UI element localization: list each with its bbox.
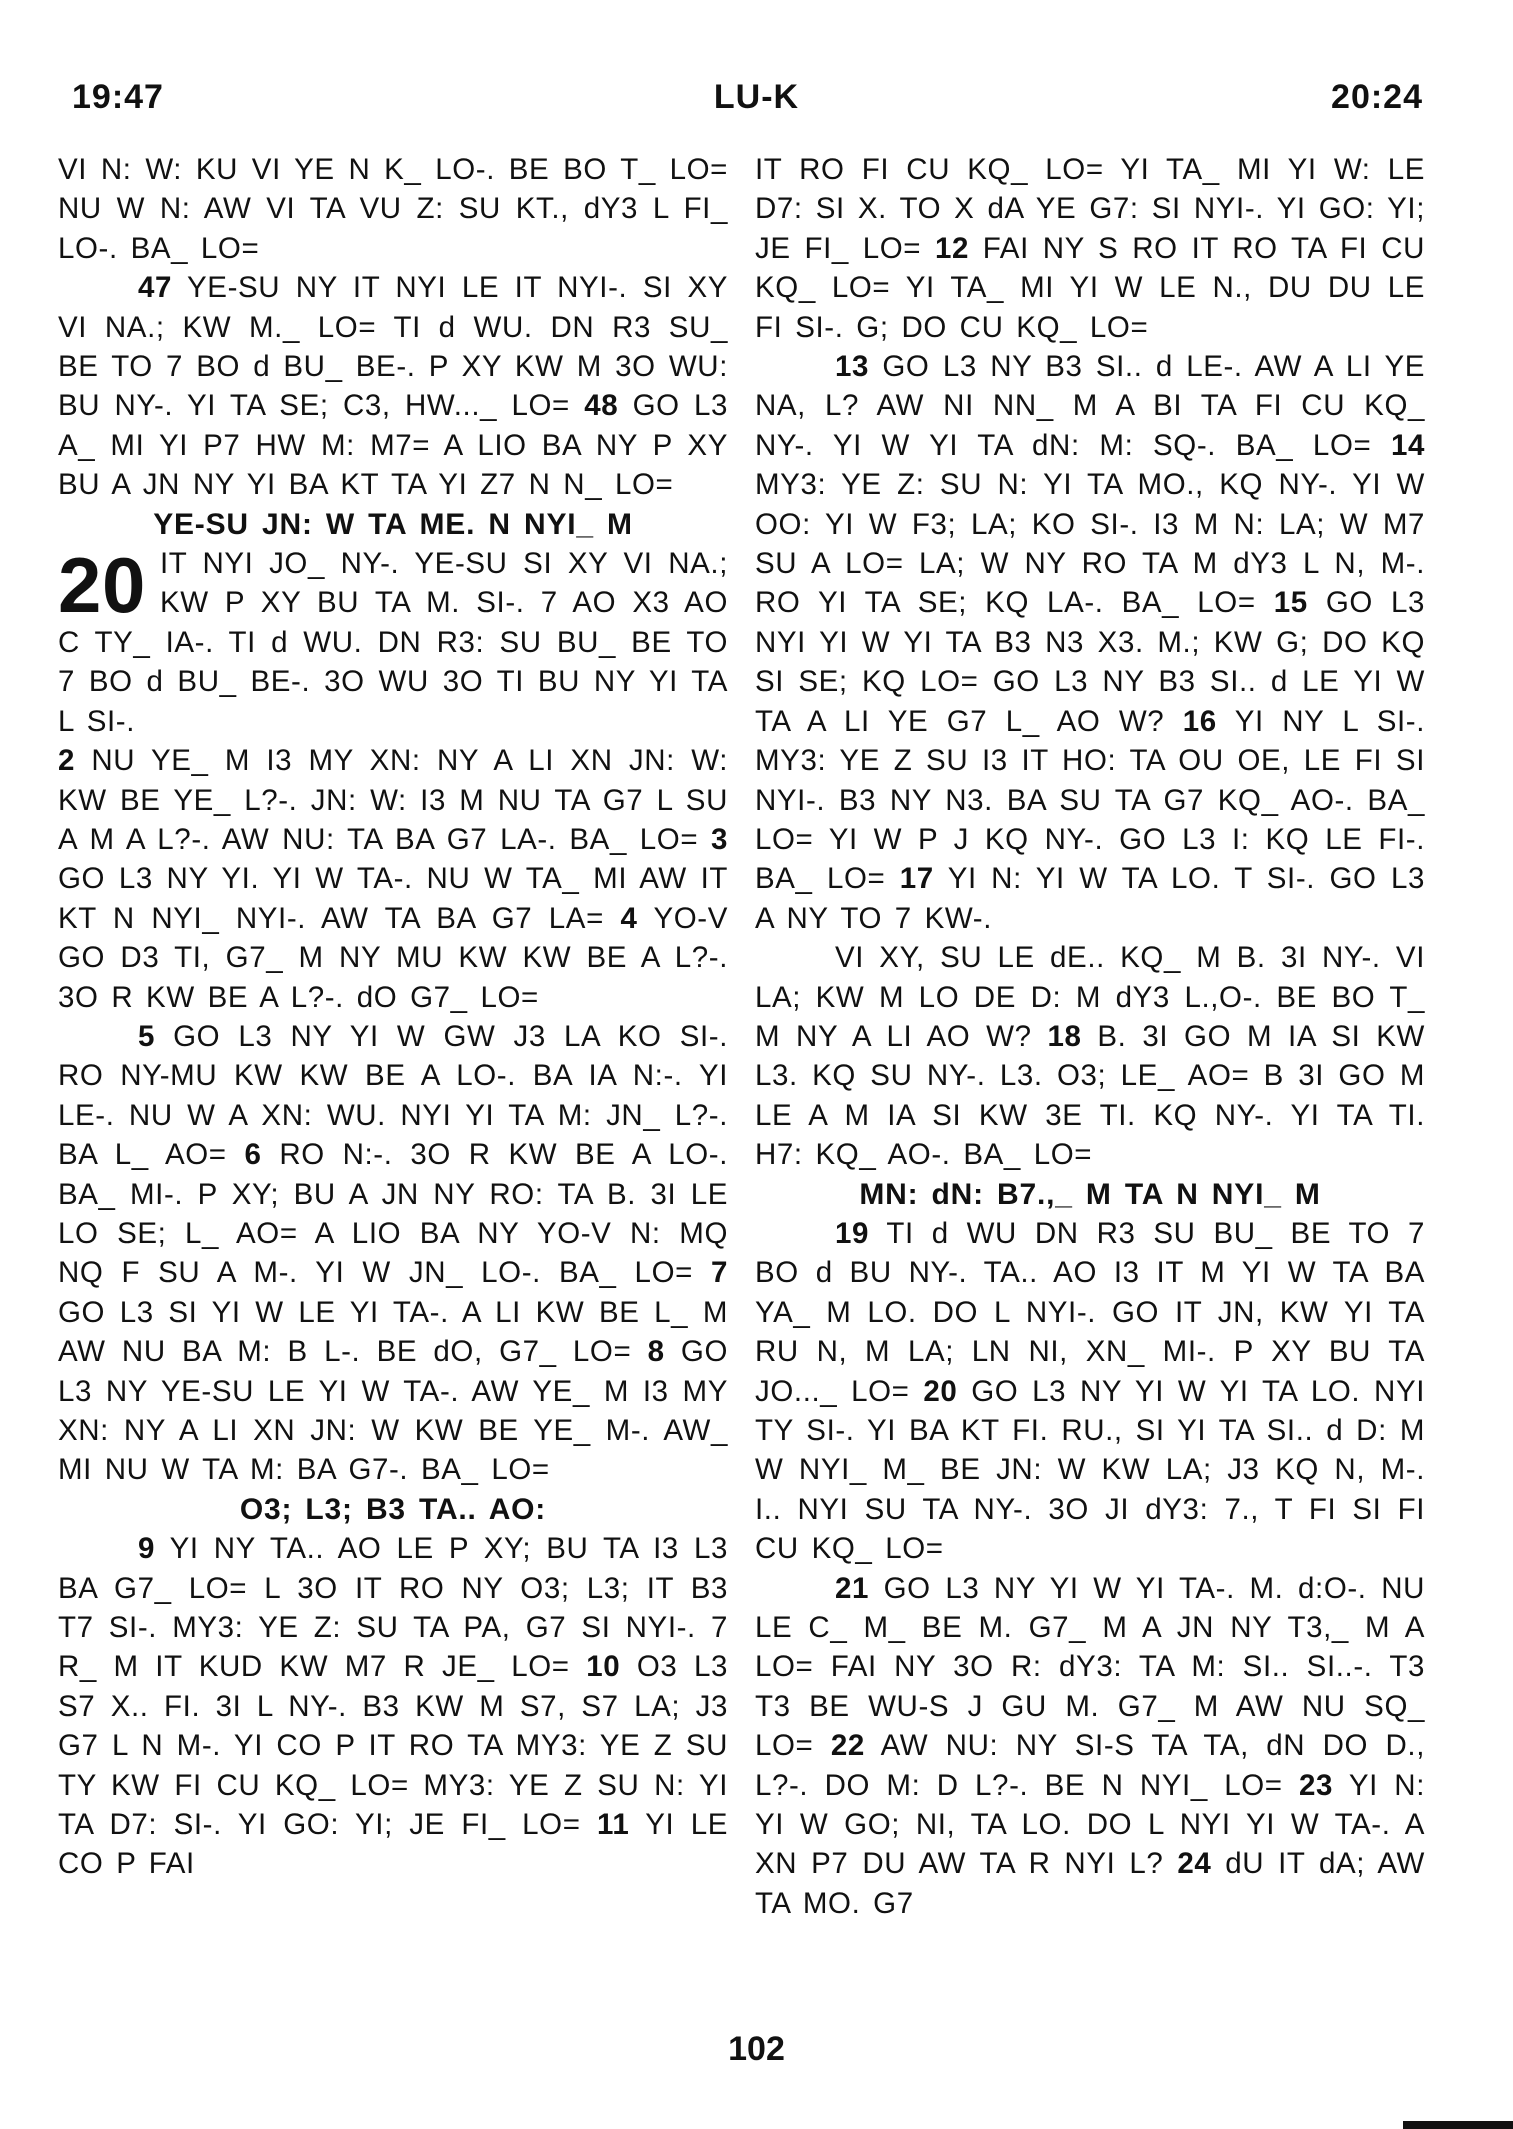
verse-number: 15 [1273, 586, 1308, 620]
verse-number: 19 [835, 1216, 870, 1250]
paragraph [755, 938, 1425, 1174]
verse-text: YI N: YI W TA LO. T SI-. GO L3 A NY TO 7 KW-. [755, 862, 1426, 935]
verse-number: 23 [1298, 1768, 1333, 1802]
verse-text: RO N:-. 3O R KW BE A LO-. BA_ MI-. P XY; BU A JN NY RO: TA B. 3I LE LO SE; L_ AO= A LIO BA NY YO-V N: MQ NQ F SU A M-. YI W JN_ LO-. BA_ LO= [58, 1138, 729, 1290]
verse-number: 6 [244, 1138, 262, 1172]
verse-text: YO-V GO D3 TI, G7_ M NY MU KW KW BE A L?-. 3O R KW BE A L?-. dO G7_ LO= [58, 901, 729, 1014]
verse-text: B. 3I GO M IA SI KW L3. KQ SU NY-. L3. O3; LE_ AO= B 3I GO M LE A M IA SI KW 3E TI. KQ NY-. YI TA TI. H7: KQ_ AO-. BA_ LO= [755, 1019, 1425, 1172]
verse-text: VI XY, SU LE dE.. KQ_ M B. 3I NY-. VI LA; KW M LO DE D: M dY3 L.,O-. BE BO T_ M NY A LI AO W? [755, 941, 1425, 1053]
section-heading: MN: dN: B7.,_ M TA N NYI_ M [859, 1177, 1321, 1211]
paragraph [58, 741, 728, 1017]
verse-text: FAI NY S RO IT RO TA FI CU KQ_ LO= YI TA_ MI YI W LE N., DU DU LE FI SI-. G; DO CU KQ_ LO= [755, 231, 1425, 344]
verse-number: 21 [835, 1571, 870, 1605]
verse-text: GO L3 SI YI W LE YI TA-. A LI KW BE L_ M AW NU BA M: B L-. BE dO, G7_ LO= [58, 1295, 728, 1369]
paragraph [755, 1569, 1425, 1924]
header-book-title: LU-K [713, 78, 800, 116]
verse-text: GO L3 NYI YI W YI TA B3 N3 X3. M.; KW G; DO KQ SI SE; KQ LO= GO L3 NY B3 SI.. d LE YI W TA A LI YE G7 L_ AO W? [755, 586, 1426, 738]
verse-number: 2 [58, 744, 76, 778]
verse-text: MY3: YE Z: SU N: YI TA MO., KQ NY-. YI W OO: YI W F3; LA; KO SI-. I3 M N: LA; W M7 SU A LO= LA; W NY RO TA M dY3 L N, M-. RO YI TA SE; KQ LA-. BA_ LO= [755, 468, 1425, 620]
chapter-number: 20 [58, 541, 146, 630]
verse-text: YE-SU NY IT NYI LE IT NYI-. SI XY VI NA.; KW M._ LO= TI d WU. DN R3 SU_ BE TO 7 BO d BU_ BE-. P XY KW M 3O WU: BU NY-. YI TA SE; C3, HW..._ LO= [58, 271, 728, 423]
right-column [755, 150, 1425, 1923]
verse-number: 12 [934, 231, 969, 265]
verse-number: 48 [584, 389, 619, 423]
verse-number: 17 [899, 862, 934, 896]
verse-number: 8 [647, 1335, 665, 1369]
paragraph-text: IT NYI JO_ NY-. YE-SU SI XY VI NA.; KW P XY BU TA M. SI-. 7 AO X3 AO C TY_ IA-. TI d WU. DN R3: SU BU_ BE TO 7 BO d BU_ BE-. 3O WU 3O TI BU NY YI TA L SI-. [58, 547, 728, 738]
verse-number: 24 [1177, 1847, 1212, 1881]
verse-number: 16 [1182, 704, 1217, 738]
verse-number: 47 [138, 271, 173, 305]
verse-number: 3 [710, 822, 728, 856]
verse-text: GO L3 A_ MI YI P7 HW M: M7= A LIO BA NY P XY BU A JN NY YI BA KT TA YI Z7 N N_ LO= [58, 389, 729, 502]
paragraph: VI N: W: KU VI YE N K_ LO-. BE BO T_ LO= NU W N: AW VI TA VU Z: SU KT., dY3 L FI_ LO-. BA_ LO= [58, 153, 728, 265]
verse-text: YI NY L SI-. MY3: YE Z SU I3 IT HO: TA OU OE, LE FI SI NYI-. B3 NY N3. BA SU TA G7 KQ_ AO-. BA_ LO= YI W P J KQ NY-. GO L3 I: KQ LE FI-. BA_ LO= [755, 704, 1426, 896]
paragraph [58, 1017, 728, 1490]
paragraph [58, 1529, 728, 1884]
section-heading: YE-SU JN: W TA ME. N NYI_ M [153, 507, 633, 541]
verse-number: 18 [1047, 1019, 1082, 1053]
paragraph [755, 347, 1425, 938]
verse-text: GO L3 NY YE-SU LE YI W TA-. AW YE_ M I3 MY XN: NY A LI XN JN: W KW BE YE_ M-. AW_ MI NU W TA M: BA G7-. BA_ LO= [58, 1335, 728, 1487]
verse-number: 9 [138, 1532, 156, 1566]
verse-text: TI d WU DN R3 SU BU_ BE TO 7 BO d BU NY-. TA.. AO I3 IT M YI W TA BA YA_ M LO. DO L NYI-. GO IT JN, KW YI TA RU N, M LA; LN NI, XN_ MI-. P XY BU TA JO..._ LO= [755, 1216, 1425, 1408]
paragraph [58, 268, 728, 504]
header-right-time: 20:24 [1331, 78, 1423, 116]
section-heading: O3; L3; B3 TA.. AO: [239, 1492, 547, 1526]
verse-number: 14 [1390, 428, 1425, 462]
verse-text: YI NY TA.. AO LE P XY; BU TA I3 L3 BA G7_ LO= L 3O IT RO NY O3; L3; IT B3 T7 SI-. MY3: YE Z: SU TA PA, G7 SI NYI-. 7 R_ M IT KUD KW M7 R JE_ LO= [58, 1532, 729, 1684]
verse-text: dU IT dA; AW TA MO. G7 [755, 1847, 1425, 1920]
corner-rule [1403, 2121, 1513, 2129]
paragraph [755, 1214, 1425, 1569]
verse-number: 4 [620, 901, 638, 935]
verse-number: 11 [596, 1808, 630, 1842]
verse-text: GO L3 NY YI. YI W TA-. NU W TA_ MI AW IT KT N NYI_ NYI-. AW TA BA G7 LA= [58, 862, 728, 935]
chapter-paragraph [58, 541, 728, 741]
verse-text: GO L3 NY YI W YI TA-. M. d:O-. NU LE C_ M_ BE M. G7_ M A JN NY T3,_ M A LO= FAI NY 3O R: dY3: TA M: SI.. SI..-. T3 T3 BE WU-S J GU M. G7_ M AW NU SQ_ LO= [755, 1571, 1426, 1763]
paragraph [755, 150, 1425, 347]
verse-text: YI N: YI W GO; NI, TA LO. DO L NYI YI W TA-. A XN P7 DU AW TA R NYI L? [755, 1768, 1425, 1881]
verse-text: IT RO FI CU KQ_ LO= YI TA_ MI YI W: LE D7: SI X. TO X dA YE G7: SI NYI-. YI GO: YI; JE FI_ LO= [755, 153, 1425, 265]
left-column [58, 150, 728, 1884]
verse-number: 7 [710, 1256, 728, 1290]
verse-text: GO L3 NY YI W GW J3 LA KO SI-. RO NY-MU KW KW BE A LO-. BA IA N:-. YI LE-. NU W A XN: WU. NYI YI TA M: JN_ L?-. BA L_ AO= [58, 1019, 729, 1172]
verse-number: 10 [586, 1650, 621, 1684]
header-left-time: 19:47 [72, 78, 164, 116]
verse-text: GO L3 NY YI W YI TA LO. NYI TY SI-. YI BA KT FI. RU., SI YI TA SI.. d D: M W NYI_ M_ BE JN: W KW LA; J3 KQ N, M-. I.. NYI SU TA NY-. 3O JI dY3: 7., T FI SI FI CU KQ_ LO= [755, 1374, 1426, 1566]
verse-text: NU YE_ M I3 MY XN: NY A LI XN JN: W: KW BE YE_ L?-. JN: W: I3 M NU TA G7 L SU A M A L?-. AW NU: TA BA G7 LA-. BA_ LO= [58, 744, 728, 856]
verse-text: YI LE CO P FAI [58, 1808, 729, 1881]
verse-number: 22 [830, 1729, 865, 1763]
verse-number: 5 [138, 1019, 156, 1053]
verse-number: 13 [835, 350, 870, 384]
verse-text: AW NU: NY SI-S TA TA, dN DO D., L?-. DO M: D L?-. BE N NYI_ LO= [755, 1729, 1426, 1802]
verse-text: GO L3 NY B3 SI.. d LE-. AW A LI YE NA, L? AW NI NN_ M A BI TA FI CU KQ_ NY-. YI W YI TA dN: M: SQ-. BA_ LO= [755, 350, 1425, 462]
verse-number: 20 [923, 1374, 958, 1408]
page-number: 102 [728, 2030, 785, 2068]
verse-text: O3 L3 S7 X.. FI. 3I L NY-. B3 KW M S7, S7 LA; J3 G7 L N M-. YI CO P IT RO TA MY3: YE Z SU TY KW FI CU KQ_ LO= MY3: YE Z SU N: YI TA D7: SI-. YI GO: YI; JE FI_ LO= [58, 1650, 728, 1842]
